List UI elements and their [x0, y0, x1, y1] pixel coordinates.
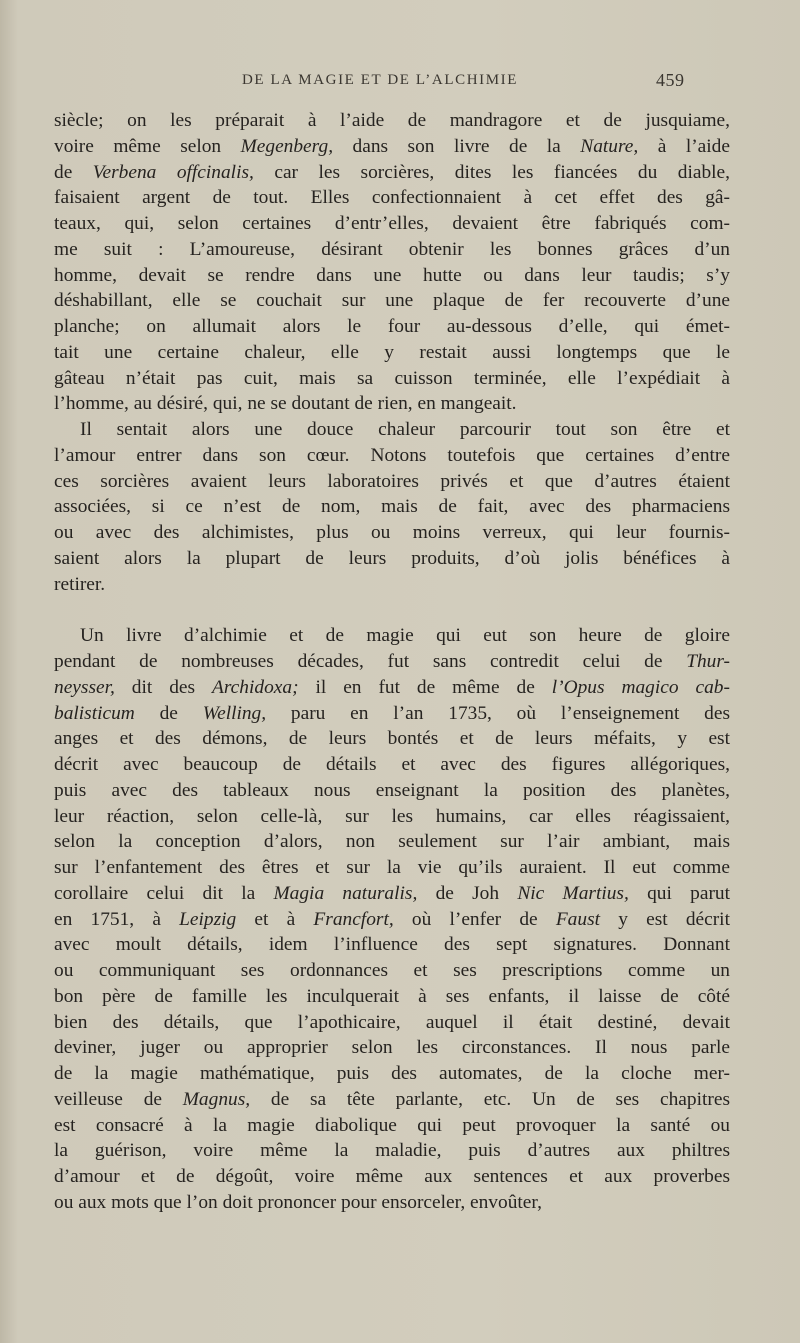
page-number: 459 [656, 70, 685, 90]
text-line: ou communiquant ses ordonnances et ses prescriptions comme un [54, 960, 730, 981]
text-line: associées, si ce n’est de nom, mais de fait, avec des pharmaciens [54, 496, 730, 518]
paragraph-2 [54, 417, 730, 597]
text-line: leur réaction, selon celle-là, sur les humains, car elles réagissaient, [54, 805, 730, 827]
italic-text: Faust [555, 908, 600, 930]
text-line: ou aux mots que l’on doit prononcer pour ensorceler, envoûter, [54, 1191, 542, 1213]
page-body [54, 108, 730, 1216]
text-line: faisaient argent de tout. Elles confectionnaient à cet effet des gâ- [54, 187, 730, 209]
text-line: retirer. [54, 573, 106, 595]
italic-text: l’Opus magico cab- [551, 676, 730, 698]
italic-text: Welling, [202, 702, 267, 724]
text-line: sur l’enfantement des êtres et sur la vie qu’ils auraient. Il eut comme [54, 857, 730, 878]
text-line: avec moult détails, idem l’influence des sept signatures. Donnant [54, 934, 730, 956]
text-line: selon la conception d’alors, non seulement sur l’air ambiant, mais [54, 831, 730, 853]
italic-text: Leipzig [179, 908, 237, 930]
text-line: Un livre d’alchimie et de magie qui eut son heure de gloire [80, 625, 730, 647]
text-line: deviner, juger ou approprier selon les circonstances. Il nous parle [54, 1037, 730, 1059]
text-line: me suit : L’amoureuse, désirant obtenir les bonnes grâces d’un [54, 238, 730, 260]
text-line: de Verbena offcinalis, car les sorcières, dites les fiancées du diable, [54, 161, 730, 183]
paragraph-gap [54, 597, 730, 623]
text-line: ou avec des alchimistes, plus ou moins verreux, qui leur fournis- [54, 522, 730, 543]
text-line: en 1751, à Leipzig et à Francfort, où l’enfer de Faust y est décrit [54, 908, 730, 930]
italic-text: Nature, [580, 135, 639, 157]
italic-text: Francfort, [313, 908, 394, 930]
italic-text: Megenberg, [240, 135, 334, 157]
text-line: planche; on allumait alors le four au-dessous d’elle, qui émet- [54, 316, 730, 337]
text-line: la guérison, voire même la maladie, puis d’autres aux philtres [54, 1140, 730, 1162]
text-line: déshabillant, elle se couchait sur une plaque de fer recouverte d’une [54, 290, 730, 312]
italic-text: balisticum [54, 702, 135, 724]
text-line: teaux, qui, selon certaines d’entr’elles, devaient être fabriqués com- [54, 213, 730, 234]
text-line: bien des détails, que l’apothicaire, auquel il était destiné, devait [54, 1011, 730, 1033]
italic-text: neysser, [54, 676, 115, 698]
text-line: puis avec des tableaux nous enseignant la position des planètes, [54, 779, 730, 801]
text-line: de la magie mathématique, puis des automates, de la cloche mer- [54, 1063, 730, 1084]
text-line: veilleuse de Magnus, de sa tête parlante, etc. Un de ses chapitres [54, 1088, 730, 1110]
text-line: voire même selon Megenberg, dans son livre de la Nature, à l’aide [54, 135, 730, 157]
text-line: anges et des démons, de leurs bontés et de leurs méfaits, y est [54, 728, 730, 750]
running-title: DE LA MAGIE ET DE L’ALCHIMIE [242, 72, 519, 88]
text-line: neysser, dit des Archidoxa; il en fut de même de l’Opus magico cab- [54, 676, 730, 698]
text-line: ces sorcières avaient leurs laboratoires privés et que d’autres étaient [54, 470, 730, 492]
text-line: décrit avec beaucoup de détails et avec des figures allégoriques, [54, 754, 730, 775]
text-line: saient alors la plupart de leurs produits, d’où jolis bénéfices à [54, 547, 730, 569]
italic-text: Magia naturalis, [273, 882, 418, 904]
text-line: l’homme, au désiré, qui, ne se doutant de rien, en mangeait. [54, 393, 517, 415]
text-line: l’amour entrer dans son cœur. Notons toutefois que certaines d’entre [54, 444, 730, 466]
italic-text: Thur- [686, 651, 730, 672]
paragraph-3 [54, 623, 730, 1215]
text-line: pendant de nombreuses décades, fut sans contredit celui de Thur- [54, 651, 730, 672]
text-line: homme, devait se rendre dans une hutte ou dans leur taudis; s’y [54, 264, 730, 286]
text-line: gâteau n’était pas cuit, mais sa cuisson terminée, elle l’expédiait à [54, 367, 730, 389]
text-line: balisticum de Welling, paru en l’an 1735, où l’enseignement des [54, 702, 730, 724]
text-line: bon père de famille les inculquerait à ses enfants, il laisse de côté [54, 985, 730, 1007]
text-line: est consacré à la magie diabolique qui peut provoquer la santé ou [54, 1114, 730, 1136]
text-line: tait une certaine chaleur, elle y restait aussi longtemps que le [54, 341, 730, 363]
italic-text: Magnus, [182, 1088, 251, 1110]
paragraph-1 [54, 108, 730, 417]
text-line: d’amour et de dégoût, voire même aux sentences et aux proverbes [54, 1166, 730, 1187]
italic-text: Archidoxa; [212, 676, 299, 698]
text-line: siècle; on les préparait à l’aide de mandragore et de jusquiame, [54, 110, 730, 131]
italic-text: Nic Martius, [517, 882, 629, 904]
text-line: corollaire celui dit la Magia naturalis, de Joh Nic Martius, qui parut [54, 882, 730, 904]
text-line: Il sentait alors une douce chaleur parcourir tout son être et [80, 419, 730, 440]
italic-text: Verbena offcinalis, [92, 161, 254, 183]
